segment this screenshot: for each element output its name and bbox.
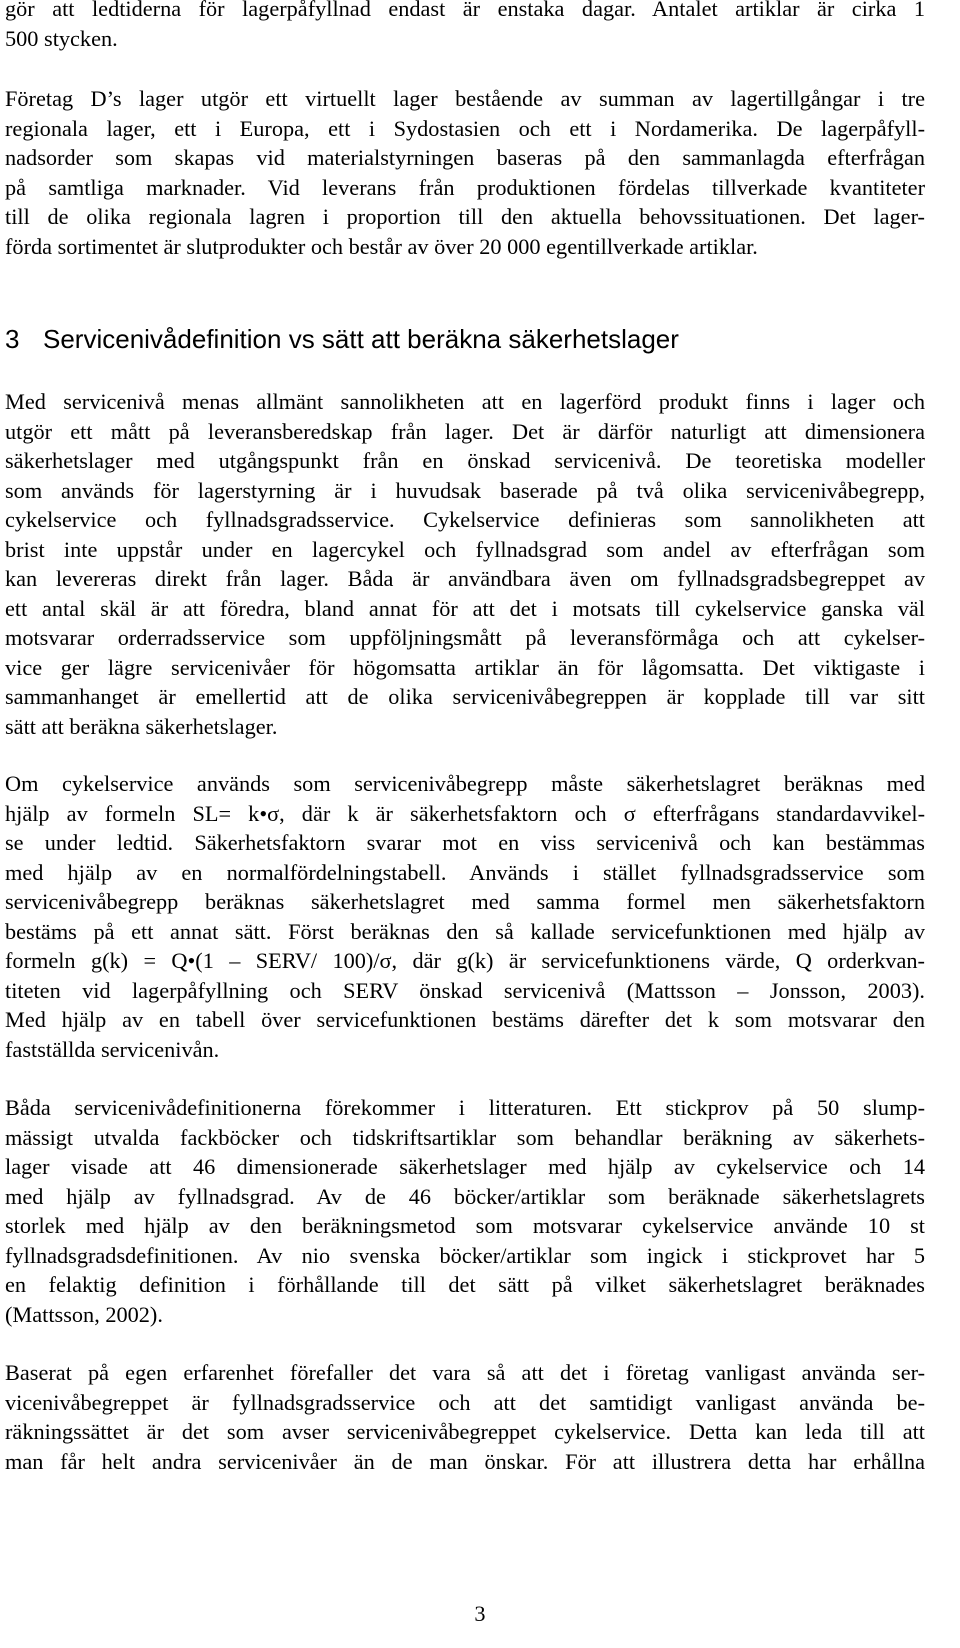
text-line: se under ledtid. Säkerhetsfaktorn svarar mot en viss servicenivå och kan bestämmas <box>5 830 925 855</box>
section-heading <box>5 322 925 356</box>
text-line: motsvarar orderradsservice som uppföljningsmått på leveransförmåga och att cykelser- <box>5 625 925 650</box>
experience-paragraph <box>5 1358 925 1476</box>
text-line: utgör ett mått på leveransberedskap från lager. Det är därför naturligt att dimensionera <box>5 418 925 444</box>
text-line: vice ger lägre servicenivåer för högomsatta artiklar än för lågomsatta. Det viktigaste i <box>5 654 925 680</box>
text-line: storlek med hjälp av den beräkningsmetod som motsvarar cykelservice använde 10 st <box>5 1213 925 1238</box>
text-line: bestäms på ett annat sätt. Först beräknas den så kallade servicefunktionen med hjälp av <box>5 918 925 944</box>
text-line: 500 stycken. <box>5 25 118 51</box>
text-line: mässigt utvalda fackböcker och tidskriftsartiklar som behandlar beräkning av säkerhets- <box>5 1124 925 1150</box>
text-line: med hjälp av en normalfördelningstabell. Används i stället fyllnadsgradsservice som <box>5 859 925 885</box>
text-line: på samtliga marknader. Vid leverans från produktionen fördelas tillverkade kvantiteter <box>5 174 925 200</box>
text-line: formeln g(k) = Q•(1 – SERV/ 100)/σ, där g(k) är servicefunktionens värde, Q orderkvan- <box>5 948 925 973</box>
text-line: Företag D’s lager utgör ett virtuellt lager bestående av summan av lagertillgångar i tre <box>5 86 925 111</box>
text-line: sätt att beräkna säkerhetslager. <box>5 713 278 739</box>
text-line: Båda servicenivådefinitionerna förekommer i litteraturen. Ett stickprov på 50 slump- <box>5 1095 925 1120</box>
text-line: hjälp av formeln SL= k•σ, där k är säkerhetsfaktorn och σ efterfrågans standardavvikel- <box>5 800 925 826</box>
section-number: 3 <box>5 324 20 354</box>
text-line: Baserat på egen erfarenhet förefaller det vara så att det i företag vanligast använda ser- <box>5 1360 925 1385</box>
text-line: förda sortimentet är slutprodukter och består av över 20 000 egentillverkade artiklar. <box>5 233 758 259</box>
text-line: man får helt andra servicenivåer än de man önskar. För att illustrera detta har erhållna <box>5 1448 925 1474</box>
section-title: Servicenivådefinition vs sätt att beräkna säkerhetslager <box>43 324 679 354</box>
text-line: räkningssättet är det som avser servicenivåbegreppet cykelservice. Detta kan leda till att <box>5 1419 925 1444</box>
text-line: säkerhetslager med utgångspunkt från en önskad servicenivå. De teoretiska modeller <box>5 448 925 473</box>
text-line: brist inte uppstår under en lagercykel och fyllnadsgrad som andel av efterfrågan som <box>5 536 925 562</box>
company-d-paragraph <box>5 84 925 261</box>
text-line: nadsorder som skapas vid materialstyrningen baseras på den sammanlagda efterfrågan <box>5 145 925 170</box>
text-line: (Mattsson, 2002). <box>5 1301 163 1327</box>
text-line: servicenivåbegrepp beräknas säkerhetslagret med samma formel men säkerhetsfaktorn <box>5 889 925 914</box>
text-line: sammanhanget är emellertid att de olika servicenivåbegreppen är kopplade till var sitt <box>5 684 925 709</box>
intro-paragraph <box>5 0 925 53</box>
text-line: vicenivåbegreppet är fyllnadsgradsservice och att det samtidigt vanligast använda be- <box>5 1389 925 1415</box>
text-line: till de olika regionala lagren i proportion till den aktuella behovssituationen. Det lager- <box>5 204 925 229</box>
page-number: 3 <box>474 1601 486 1626</box>
text-line: cykelservice och fyllnadsgradsservice. Cykelservice definieras som sannolikheten att <box>5 507 925 532</box>
text-line: Med hjälp av en tabell över servicefunktionen bestäms därefter det k som motsvarar den <box>5 1007 925 1032</box>
service-level-paragraph <box>5 387 925 741</box>
text-line: som används för lagerstyrning är i huvudsak baserade på två olika servicenivåbegrepp, <box>5 477 925 503</box>
text-line: kan levereras direkt från lager. Båda är användbara även om fyllnadsgradsbegreppet av <box>5 566 925 591</box>
literature-sample-paragraph <box>5 1093 925 1329</box>
text-line: Med servicenivå menas allmänt sannolikheten att en lagerförd produkt finns i lager och <box>5 389 925 414</box>
text-line: fyllnadsgradsdefinitionen. Av nio svenska böcker/artiklar som ingick i stickprovet har 5 <box>5 1242 925 1268</box>
safety-stock-formula-paragraph <box>5 769 925 1064</box>
text-line: fastställda servicenivån. <box>5 1036 220 1062</box>
text-line: en felaktig definition i förhållande till det sätt på vilket säkerhetslagret beräknades <box>5 1272 925 1297</box>
text-line: regionala lager, ett i Europa, ett i Sydostasien och ett i Nordamerika. De lagerpåfyll- <box>5 115 925 141</box>
text-line: Om cykelservice används som servicenivåbegrepp måste säkerhetslagret beräknas med <box>5 771 925 796</box>
text-line: med hjälp av fyllnadsgrad. Av de 46 böcker/artiklar som beräknade säkerhetslagrets <box>5 1183 925 1209</box>
text-line: titeten vid lagerpåfyllning och SERV önskad servicenivå (Mattsson – Jonsson, 2003). <box>5 977 925 1003</box>
text-line: gör att ledtiderna för lagerpåfyllnad endast är enstaka dagar. Antalet artiklar är cirka 1 <box>5 0 925 21</box>
text-line: lager visade att 46 dimensionerade säkerhetslager med hjälp av cykelservice och 14 <box>5 1154 925 1179</box>
text-line: ett antal skäl är att föredra, bland annat för att det i motsats till cykelservice ganska väl <box>5 595 925 621</box>
